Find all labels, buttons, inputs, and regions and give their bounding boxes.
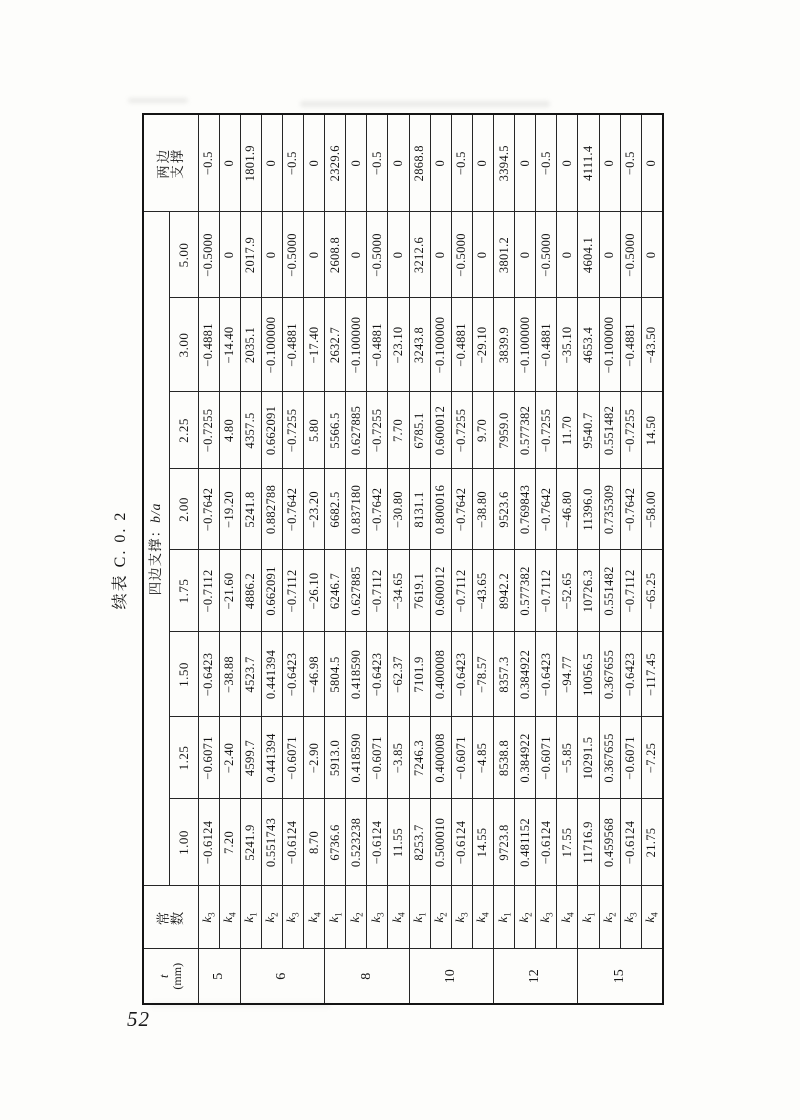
value-cell: 3801.2 — [494, 212, 515, 298]
value-cell: 0.400008 — [430, 717, 451, 799]
value-cell: 9540.7 — [578, 392, 599, 469]
k-constant-cell: $k_3$ — [198, 886, 219, 949]
value-cell: −0.7112 — [198, 550, 219, 632]
ba-ratio-label: 1.50 — [169, 632, 198, 717]
two-side-value-cell: −0.5 — [536, 114, 557, 212]
header-row-1 — [143, 114, 169, 1004]
value-cell: −0.7642 — [282, 469, 303, 550]
table-title: 续表 C. 0. 2 — [112, 510, 129, 610]
table-row — [641, 114, 663, 1004]
value-cell: 11.55 — [388, 799, 409, 886]
value-cell: −0.6423 — [198, 632, 219, 717]
value-cell: 9523.6 — [494, 469, 515, 550]
value-cell: −0.7255 — [282, 392, 303, 469]
value-cell: 10726.3 — [578, 550, 599, 632]
value-cell: 8253.7 — [409, 799, 430, 886]
value-cell: 0 — [219, 212, 240, 298]
value-cell: −52.65 — [557, 550, 578, 632]
value-cell: 5241.8 — [240, 469, 261, 550]
value-cell: 0.400008 — [430, 632, 451, 717]
coefficient-table — [142, 113, 664, 1005]
value-cell: 4604.1 — [578, 212, 599, 298]
value-cell: −58.00 — [641, 469, 663, 550]
value-cell: −0.7255 — [620, 392, 641, 469]
table-row — [367, 114, 388, 1004]
value-cell: 4.80 — [219, 392, 240, 469]
value-cell: 0.418590 — [346, 632, 367, 717]
value-cell: 0.577382 — [515, 550, 536, 632]
value-cell: 5241.9 — [240, 799, 261, 886]
value-cell: −0.5000 — [536, 212, 557, 298]
k-constant-cell: $k_2$ — [430, 886, 451, 949]
value-cell: 7.20 — [219, 799, 240, 886]
value-cell: −0.7112 — [451, 550, 472, 632]
value-cell: 9723.8 — [494, 799, 515, 886]
value-cell: −3.85 — [388, 717, 409, 799]
value-cell: −0.7255 — [367, 392, 388, 469]
value-cell: 0.627885 — [346, 550, 367, 632]
two-side-value-cell: −0.5 — [620, 114, 641, 212]
value-cell: 6785.1 — [409, 392, 430, 469]
value-cell: −46.80 — [557, 469, 578, 550]
value-cell: 11716.9 — [578, 799, 599, 886]
value-cell: 11396.0 — [578, 469, 599, 550]
value-cell: 0.769843 — [515, 469, 536, 550]
value-cell: 7.70 — [388, 392, 409, 469]
value-cell: 0 — [430, 212, 451, 298]
value-cell: −0.100000 — [515, 298, 536, 392]
value-cell: 8131.1 — [409, 469, 430, 550]
value-cell: 0.600012 — [430, 392, 451, 469]
value-cell: 3243.8 — [409, 298, 430, 392]
value-cell: 6736.6 — [325, 799, 346, 886]
t-thickness-cell: 12 — [494, 949, 578, 1004]
t-thickness-cell: 10 — [409, 949, 493, 1004]
value-cell: 0 — [515, 212, 536, 298]
value-cell: 0.367655 — [599, 717, 620, 799]
value-cell: −0.5000 — [451, 212, 472, 298]
value-cell: 0.662091 — [261, 392, 282, 469]
value-cell: −0.6071 — [367, 717, 388, 799]
ba-ratio-label: 5.00 — [169, 212, 198, 298]
two-side-value-cell: 2868.8 — [409, 114, 430, 212]
value-cell: 5913.0 — [325, 717, 346, 799]
value-cell: 2017.9 — [240, 212, 261, 298]
value-cell: 0 — [599, 212, 620, 298]
two-side-value-cell: 2329.6 — [325, 114, 346, 212]
k-constant-cell: $k_4$ — [304, 886, 325, 949]
value-cell: −0.6423 — [536, 632, 557, 717]
value-cell: −19.20 — [219, 469, 240, 550]
value-cell: −0.6071 — [620, 717, 641, 799]
value-cell: −0.6423 — [282, 632, 303, 717]
ba-ratio-label: 1.75 — [169, 550, 198, 632]
two-side-support-header: 两边 支撑 — [143, 114, 198, 212]
two-side-value-cell: −0.5 — [198, 114, 219, 212]
two-side-value-cell: 0 — [219, 114, 240, 212]
value-cell: −0.7112 — [367, 550, 388, 632]
k-constant-cell: $k_4$ — [641, 886, 663, 949]
table-row — [346, 114, 367, 1004]
value-cell: 8357.3 — [494, 632, 515, 717]
k-constant-cell: $k_4$ — [557, 886, 578, 949]
value-cell: 8.70 — [304, 799, 325, 886]
t-thickness-cell: 15 — [578, 949, 663, 1004]
table-row — [409, 114, 430, 1004]
value-cell: −0.7642 — [451, 469, 472, 550]
two-side-value-cell: 0 — [261, 114, 282, 212]
k-constant-cell: $k_3$ — [536, 886, 557, 949]
value-cell: 4599.7 — [240, 717, 261, 799]
value-cell: −7.25 — [641, 717, 663, 799]
value-cell: −0.6124 — [282, 799, 303, 886]
value-cell: 0.523238 — [346, 799, 367, 886]
k-constant-cell: $k_1$ — [578, 886, 599, 949]
value-cell: −0.6071 — [282, 717, 303, 799]
table-row — [515, 114, 536, 1004]
value-cell: 0.600012 — [430, 550, 451, 632]
two-side-value-cell: 0 — [641, 114, 663, 212]
t-thickness-cell: 6 — [240, 949, 324, 1004]
value-cell: −4.85 — [472, 717, 493, 799]
value-cell: −2.40 — [219, 717, 240, 799]
value-cell: 0 — [472, 212, 493, 298]
table-row — [451, 114, 472, 1004]
k-constant-cell: $k_1$ — [494, 886, 515, 949]
value-cell: 0.500010 — [430, 799, 451, 886]
value-cell: 0 — [641, 212, 663, 298]
value-cell: −35.10 — [557, 298, 578, 392]
two-side-value-cell: 0 — [472, 114, 493, 212]
value-cell: 0.735309 — [599, 469, 620, 550]
value-cell: −0.7255 — [198, 392, 219, 469]
value-cell: −0.4881 — [536, 298, 557, 392]
value-cell: −0.100000 — [599, 298, 620, 392]
table-row — [536, 114, 557, 1004]
value-cell: 6682.5 — [325, 469, 346, 550]
value-cell: −0.6423 — [451, 632, 472, 717]
value-cell: 0.459568 — [599, 799, 620, 886]
value-cell: −43.65 — [472, 550, 493, 632]
two-side-value-cell: 3394.5 — [494, 114, 515, 212]
value-cell: 14.50 — [641, 392, 663, 469]
k-constant-cell: $k_2$ — [261, 886, 282, 949]
table-row — [304, 114, 325, 1004]
value-cell: −0.7642 — [620, 469, 641, 550]
k-constant-cell: $k_4$ — [388, 886, 409, 949]
value-cell: −0.4881 — [282, 298, 303, 392]
value-cell: 0.882788 — [261, 469, 282, 550]
value-cell: 7959.0 — [494, 392, 515, 469]
value-cell: −23.10 — [388, 298, 409, 392]
value-cell: 0 — [346, 212, 367, 298]
value-cell: 0 — [261, 212, 282, 298]
t-mm-header: t (mm) — [143, 949, 198, 1004]
readable-table-block — [108, 115, 664, 1005]
value-cell: −0.6071 — [451, 717, 472, 799]
value-cell: −38.80 — [472, 469, 493, 550]
two-side-value-cell: 4111.4 — [578, 114, 599, 212]
value-cell: −0.7642 — [536, 469, 557, 550]
two-side-value-cell: 0 — [515, 114, 536, 212]
value-cell: −94.77 — [557, 632, 578, 717]
value-cell: −0.5000 — [198, 212, 219, 298]
value-cell: 3212.6 — [409, 212, 430, 298]
value-cell: 0 — [388, 212, 409, 298]
k-constant-cell: $k_3$ — [367, 886, 388, 949]
value-cell: −0.6423 — [620, 632, 641, 717]
value-cell: 0.384922 — [515, 717, 536, 799]
table-row — [472, 114, 493, 1004]
value-cell: 10056.5 — [578, 632, 599, 717]
constant-header: 常 数 — [143, 886, 198, 949]
value-cell: −0.7112 — [282, 550, 303, 632]
value-cell: −0.6124 — [198, 799, 219, 886]
value-cell: −43.50 — [641, 298, 663, 392]
value-cell: 2035.1 — [240, 298, 261, 392]
k-constant-cell: $k_3$ — [451, 886, 472, 949]
table-row — [620, 114, 641, 1004]
value-cell: 0.800016 — [430, 469, 451, 550]
k-constant-cell: $k_1$ — [240, 886, 261, 949]
value-cell: 0.384922 — [515, 632, 536, 717]
value-cell: 0.627885 — [346, 392, 367, 469]
value-cell: −0.4881 — [620, 298, 641, 392]
k-constant-cell: $k_3$ — [620, 886, 641, 949]
value-cell: −0.7642 — [198, 469, 219, 550]
ba-ratio-label: 3.00 — [169, 298, 198, 392]
value-cell: 4653.4 — [578, 298, 599, 392]
value-cell: 8538.8 — [494, 717, 515, 799]
table-row — [430, 114, 451, 1004]
value-cell: −0.7255 — [451, 392, 472, 469]
value-cell: −2.90 — [304, 717, 325, 799]
value-cell: −5.85 — [557, 717, 578, 799]
rotated-table-area — [108, 115, 664, 1005]
value-cell: −78.57 — [472, 632, 493, 717]
table-row — [282, 114, 303, 1004]
value-cell: 17.55 — [557, 799, 578, 886]
value-cell: −117.45 — [641, 632, 663, 717]
value-cell: 3839.9 — [494, 298, 515, 392]
scan-smudge — [128, 98, 188, 103]
value-cell: 4357.5 — [240, 392, 261, 469]
value-cell: 5804.5 — [325, 632, 346, 717]
k-constant-cell: $k_2$ — [599, 886, 620, 949]
value-cell: 0 — [304, 212, 325, 298]
value-cell: 0.418590 — [346, 717, 367, 799]
two-side-value-cell: 0 — [557, 114, 578, 212]
value-cell: 0.481152 — [515, 799, 536, 886]
value-cell: −0.6423 — [367, 632, 388, 717]
header-row-2 — [169, 114, 198, 1004]
value-cell: 0.577382 — [515, 392, 536, 469]
ba-ratio-label: 1.25 — [169, 717, 198, 799]
two-side-value-cell: −0.5 — [282, 114, 303, 212]
k-constant-cell: $k_4$ — [219, 886, 240, 949]
value-cell: 5.80 — [304, 392, 325, 469]
value-cell: 11.70 — [557, 392, 578, 469]
value-cell: −21.60 — [219, 550, 240, 632]
scan-smudge — [300, 101, 550, 107]
value-cell: −29.10 — [472, 298, 493, 392]
k-constant-cell: $k_2$ — [515, 886, 536, 949]
two-side-value-cell: 0 — [346, 114, 367, 212]
value-cell: −62.37 — [388, 632, 409, 717]
two-side-value-cell: 0 — [388, 114, 409, 212]
value-cell: 2632.7 — [325, 298, 346, 392]
table-body — [198, 114, 663, 1004]
value-cell: 5566.5 — [325, 392, 346, 469]
value-cell: 6246.7 — [325, 550, 346, 632]
value-cell: 0.837180 — [346, 469, 367, 550]
value-cell: 0 — [557, 212, 578, 298]
value-cell: −0.4881 — [451, 298, 472, 392]
table-row — [198, 114, 219, 1004]
k-constant-cell: $k_2$ — [346, 886, 367, 949]
value-cell: 4523.7 — [240, 632, 261, 717]
value-cell: 7246.3 — [409, 717, 430, 799]
two-side-value-cell: 1801.9 — [240, 114, 261, 212]
value-cell: −0.6124 — [451, 799, 472, 886]
value-cell: −23.20 — [304, 469, 325, 550]
value-cell: −0.7112 — [620, 550, 641, 632]
value-cell: −0.6071 — [198, 717, 219, 799]
value-cell: −26.10 — [304, 550, 325, 632]
value-cell: 10291.5 — [578, 717, 599, 799]
page-number: 52 — [127, 1007, 150, 1031]
table-row — [261, 114, 282, 1004]
table-row — [599, 114, 620, 1004]
k-constant-cell: $k_1$ — [409, 886, 430, 949]
table-row — [578, 114, 599, 1004]
value-cell: 7619.1 — [409, 550, 430, 632]
table-row — [219, 114, 240, 1004]
four-side-support-header: 四边支撑：b/a — [143, 212, 169, 886]
value-cell: 14.55 — [472, 799, 493, 886]
value-cell: −65.25 — [641, 550, 663, 632]
value-cell: −38.88 — [219, 632, 240, 717]
value-cell: 0.551482 — [599, 550, 620, 632]
ba-ratio-label: 1.00 — [169, 799, 198, 886]
t-thickness-cell: 8 — [325, 949, 409, 1004]
two-side-value-cell: 0 — [304, 114, 325, 212]
value-cell: −0.6124 — [367, 799, 388, 886]
value-cell: 0.662091 — [261, 550, 282, 632]
table-row — [494, 114, 515, 1004]
value-cell: −34.65 — [388, 550, 409, 632]
value-cell: −0.6124 — [536, 799, 557, 886]
value-cell: −0.100000 — [430, 298, 451, 392]
ba-ratio-label: 2.00 — [169, 469, 198, 550]
two-side-value-cell: 0 — [430, 114, 451, 212]
value-cell: −0.5000 — [367, 212, 388, 298]
value-cell: −46.98 — [304, 632, 325, 717]
ba-ratio-label: 2.25 — [169, 392, 198, 469]
value-cell: 4886.2 — [240, 550, 261, 632]
table-row — [325, 114, 346, 1004]
value-cell: −0.6071 — [536, 717, 557, 799]
two-side-value-cell: −0.5 — [451, 114, 472, 212]
k-constant-cell: $k_3$ — [282, 886, 303, 949]
value-cell: 2608.8 — [325, 212, 346, 298]
table-row — [388, 114, 409, 1004]
table-row — [557, 114, 578, 1004]
value-cell: −0.7112 — [536, 550, 557, 632]
value-cell: −0.4881 — [367, 298, 388, 392]
two-side-value-cell: 0 — [599, 114, 620, 212]
value-cell: −14.40 — [219, 298, 240, 392]
k-constant-cell: $k_1$ — [325, 886, 346, 949]
value-cell: −0.5000 — [282, 212, 303, 298]
value-cell: 9.70 — [472, 392, 493, 469]
value-cell: −17.40 — [304, 298, 325, 392]
value-cell: 7101.9 — [409, 632, 430, 717]
value-cell: −0.5000 — [620, 212, 641, 298]
value-cell: 21.75 — [641, 799, 663, 886]
t-thickness-cell: 5 — [198, 949, 240, 1004]
value-cell: −0.7255 — [536, 392, 557, 469]
value-cell: 0.551482 — [599, 392, 620, 469]
value-cell: 0.441394 — [261, 717, 282, 799]
value-cell: −0.7642 — [367, 469, 388, 550]
value-cell: 0.367655 — [599, 632, 620, 717]
value-cell: −0.6124 — [620, 799, 641, 886]
value-cell: −30.80 — [388, 469, 409, 550]
value-cell: 0.551743 — [261, 799, 282, 886]
value-cell: −0.100000 — [346, 298, 367, 392]
value-cell: 8942.2 — [494, 550, 515, 632]
table-row — [240, 114, 261, 1004]
value-cell: −0.4881 — [198, 298, 219, 392]
value-cell: −0.100000 — [261, 298, 282, 392]
k-constant-cell: $k_4$ — [472, 886, 493, 949]
value-cell: 0.441394 — [261, 632, 282, 717]
two-side-value-cell: −0.5 — [367, 114, 388, 212]
